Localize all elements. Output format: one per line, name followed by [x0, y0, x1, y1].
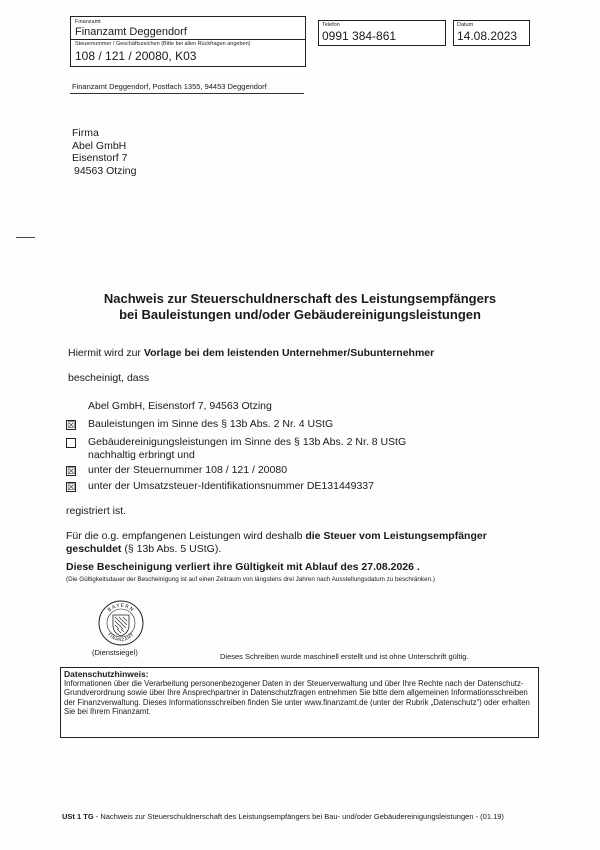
form-description: - Nachweis zur Steuerschuldnerschaft des Leistungsempfängers bei Bau- und/oder Gebäudereinigungsleistungen - (01.19)	[93, 812, 504, 821]
checkbox-steuernummer: ☒	[67, 466, 76, 476]
recipient-line: Abel GmbH	[72, 139, 127, 152]
gueltigkeit-text: Diese Bescheinigung verliert ihre Gültigkeit mit Ablauf des 27.08.2026 .	[66, 561, 420, 573]
return-address: Finanzamt Deggendorf, Postfach 1355, 94453 Deggendorf	[72, 82, 267, 91]
seal-top-text: BAYERN	[106, 602, 136, 614]
checkbox-bauleistungen: ☒	[67, 420, 76, 430]
checkbox-label: unter der Steuernummer 108 / 121 / 20080	[88, 464, 288, 476]
document-title	[40, 291, 560, 323]
intro-prefix: Hiermit wird zur	[68, 347, 144, 359]
telefon-value: 0991 384-861	[322, 29, 397, 43]
recipient-address	[72, 127, 136, 177]
checkbox-gebaeudereinigung	[66, 438, 76, 448]
company-line: Abel GmbH, Eisenstorf 7, 94563 Otzing	[88, 400, 272, 412]
recipient-line: 94563 Otzing	[74, 164, 137, 177]
checkbox-label: nachhaltig erbringt und	[88, 449, 195, 461]
fold-mark	[16, 237, 35, 238]
datenschutz-text: Informationen über die Verarbeitung personenbezogener Daten in der Steuerverwaltung und über Ihre Rechte nach der Datenschutz-Grundverordnung sowie über Ihre Ansprechpartner in Datenschutzfragen entnehmen Sie bitte dem allgemeinen Informationsschreiben der Finanzverwaltung. Dieses Informationsschreiben finden Sie unter www.finanzamt.de (unter der Rubrik „Datenschutz“) oder erhalten Sie bei Ihrem Finanzamt.	[64, 679, 530, 717]
steuernummer-label: Steuernummer / Geschäftszeichen (Bitte bei allen Rückfragen angeben)	[75, 41, 251, 47]
dienstsiegel-seal	[98, 600, 144, 646]
datum-box	[453, 20, 530, 46]
leistungen-line2-bold: geschuldet	[66, 543, 122, 555]
checkbox-label: Gebäudereinigungsleistungen im Sinne des § 13b Abs. 2 Nr. 8 UStG	[88, 436, 407, 448]
registriert-text: registriert ist.	[66, 505, 127, 517]
telefon-box	[318, 20, 446, 46]
bescheinigt-text: bescheinigt, dass	[68, 372, 150, 384]
datenschutz-title: Datenschutzhinweis:	[64, 669, 149, 679]
checkbox-label: unter der Umsatzsteuer-Identifikationsnummer DE131449337	[88, 480, 374, 492]
leistungen-paragraph	[66, 530, 546, 556]
leistungen-prefix: Für die o.g. empfangenen Leistungen wird deshalb	[66, 530, 306, 542]
title-line-1: Nachweis zur Steuerschuldnerschaft des Leistungsempfängers	[103, 291, 497, 306]
checkbox-ust-id: ☒	[67, 482, 76, 492]
address-rule	[70, 93, 304, 94]
finanzamt-label: Finanzamt	[75, 19, 101, 25]
finanzamt-box	[70, 16, 306, 67]
datum-label: Datum	[457, 22, 474, 28]
datenschutz-box	[60, 667, 539, 738]
seal-bottom-text: FINANZAMT	[107, 631, 135, 643]
recipient-line: Eisenstorf 7	[72, 152, 128, 164]
seal-caption: (Dienstsiegel)	[92, 648, 138, 657]
svg-text:BAYERN	[107, 603, 135, 614]
telefon-label: Telefon	[322, 22, 340, 28]
gueltigkeit-note: (Die Gültigkeitsdauer der Bescheinigung ist auf einen Zeitraum von längstens drei Jahren nach Ausstellungsdatum zu beschränken.)	[66, 576, 435, 583]
intro-line	[68, 347, 434, 360]
maschinell-note: Dieses Schreiben wurde maschinell erstellt und ist ohne Unterschrift gültig.	[220, 652, 469, 661]
form-code: USt 1 TG	[62, 812, 94, 821]
coat-of-arms-icon	[113, 615, 129, 636]
leistungen-line2-rest: (§ 13b Abs. 5 UStG).	[121, 543, 222, 555]
form-footer	[62, 812, 504, 821]
recipient-line: Firma	[72, 127, 99, 139]
leistungen-bold: die Steuer vom Leistungsempfänger	[305, 530, 487, 542]
title-line-2: bei Bauleistungen und/oder Gebäudereinigungsleistungen	[119, 307, 481, 322]
finanzamt-name: Finanzamt Deggendorf	[75, 26, 187, 38]
datum-value: 14.08.2023	[457, 29, 518, 43]
intro-bold: Vorlage bei dem leistenden Unternehmer/Subunternehmer	[143, 347, 435, 359]
steuernummer-value: 108 / 121 / 20080, K03	[75, 49, 197, 63]
checkbox-label: Bauleistungen im Sinne des § 13b Abs. 2 Nr. 4 UStG	[88, 418, 334, 430]
